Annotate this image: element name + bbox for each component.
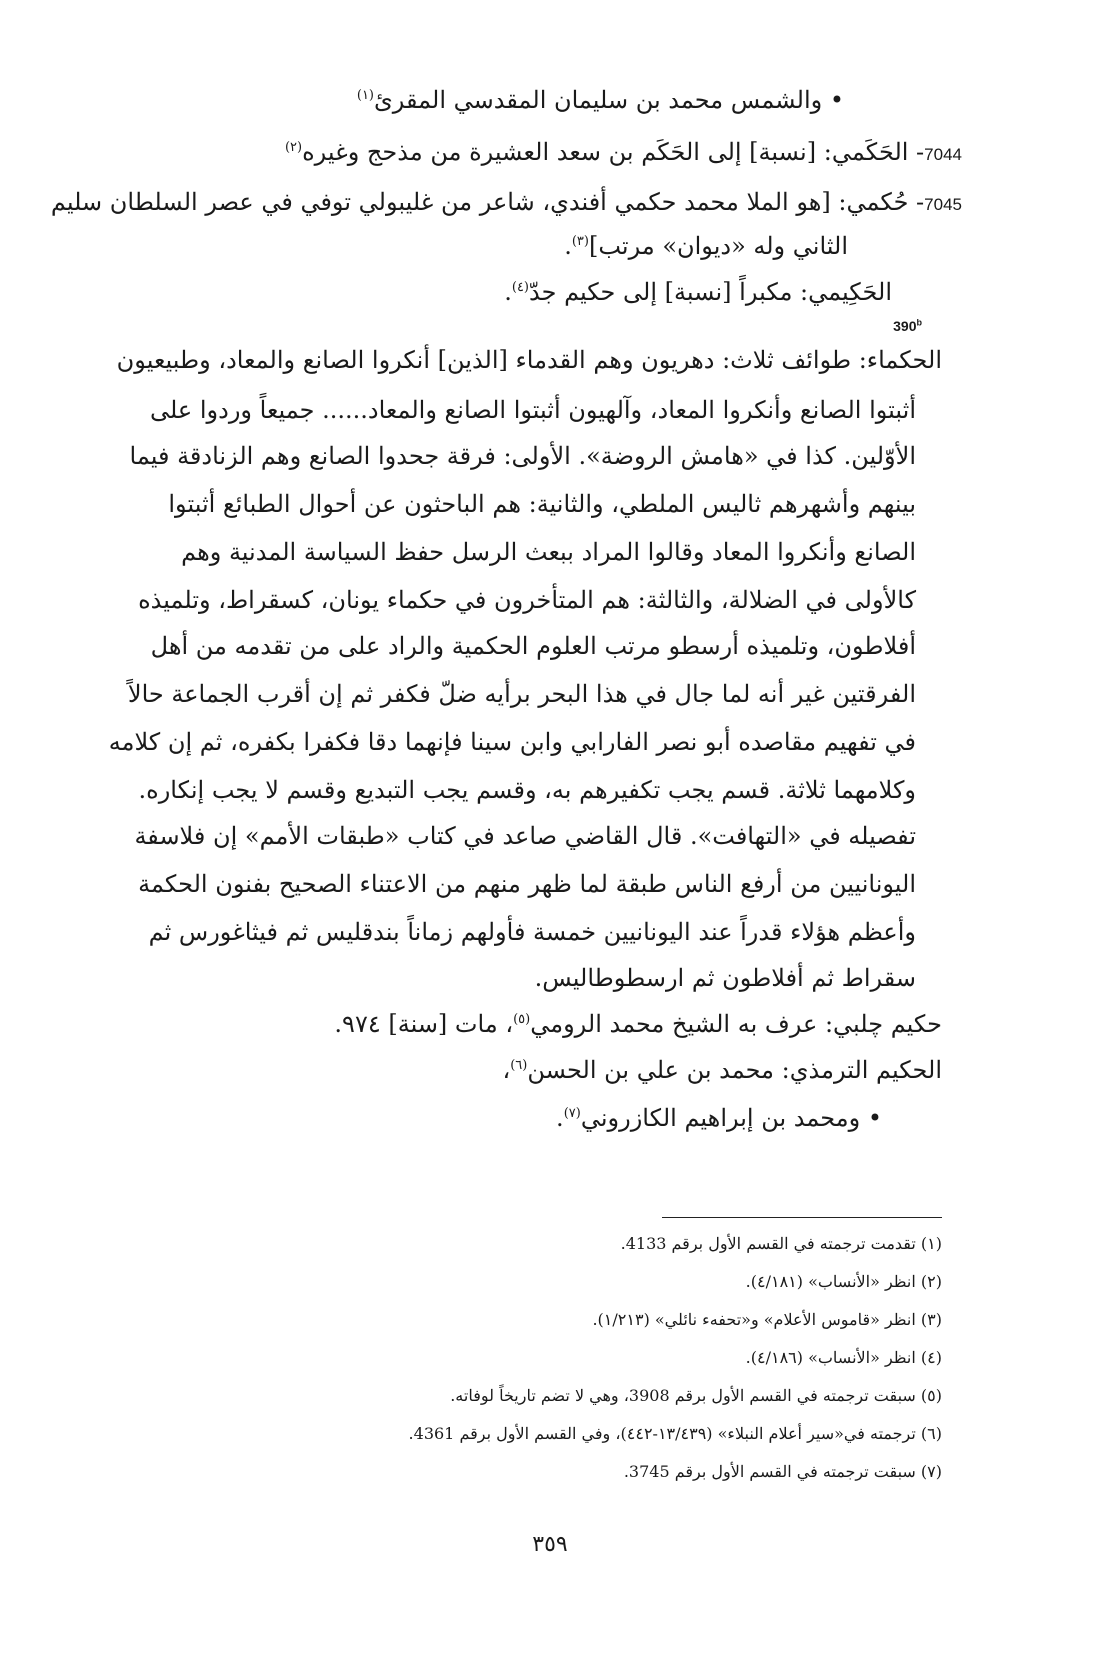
hukama-line: أثبتوا الصانع وأنكروا المعاد، وآلهيون أثبتوا الصانع والمعاد...... جميعاً وردوا على [149,396,916,424]
entry-number: 7045 [924,195,962,214]
footnote-4: (٤) انظر «الأنساب» (٤/١٨٦). [745,1348,942,1367]
manuscript-page-marker: 390$^b$ [893,317,922,334]
footnote-separator [662,1217,942,1218]
hukama-line: الفرقتين غير أنه لما جال في هذا البحر برأيه ضلّ فكفر ثم إن أقرب الجماعة حالاً [127,680,916,708]
entry-shams: • والشمس محمد بن سليمان المقدسي المقرئ$^{(١)}$ [356,86,844,114]
hukama-line: سقراط ثم أفلاطون ثم ارسطوطاليس. [534,964,916,992]
footnote-5: (٥) سبقت ترجمته في القسم الأول برقم 3908، وهي لا تضم تاريخاً لوفاته. [450,1386,942,1405]
footnote-6: (٦) ترجمته في«سير أعلام النبلاء» (١٣/٤٣٩-٤٤٢)، وفي القسم الأول برقم 4361. [408,1424,942,1443]
hukama-line: في تفهيم مقاصده أبو نصر الفارابي وابن سينا فإنهما دقا فكفرا بكفره، ثم إن كلامه [108,728,916,756]
hukama-line: وكلامهما ثلاثة. قسم يجب تكفيرهم به، وقسم يجب التبديع وقسم لا يجب إنكاره. [138,776,916,804]
hukama-line: الصانع وأنكروا المعاد وقالوا المراد ببعث الرسل حفظ السياسة المدنية وهم [181,538,916,566]
page-number: ٣٥٩ [532,1532,568,1557]
footnote-3: (٣) انظر «قاموس الأعلام» و«تحفهء نائلي» (١/٢١٣). [592,1310,942,1329]
entry-7045-continued: الثاني وله «ديوان» مرتب]$^{(٣)}$. [564,232,848,260]
hukama-line: وأعظم هؤلاء قدراً عند اليونانيين خمسة فأولهم زماناً بندقليس ثم فيثاغورس ثم [148,918,916,946]
entry-7045: 7045- حُكمي: [هو الملا محمد حكمي أفندي، شاعر من غليبولي توفي في عصر السلطان سليم [50,188,962,216]
footnote-ref-7[interactable]: (٧) [563,1106,581,1121]
footnote-ref-6[interactable]: (٦) [510,1058,528,1073]
entry-tirmidhi: الحكيم الترمذي: محمد بن علي بن الحسن$^{(٦)}$، [502,1056,942,1084]
footnote-1: (١) تقدمت ترجمته في القسم الأول برقم 4133. [620,1234,942,1253]
footnote-ref-3[interactable]: (٣) [571,234,589,249]
footnote-ref-4[interactable]: (٤) [511,280,529,295]
footnote-2: (٢) انظر «الأنساب» (٤/١٨١). [745,1272,942,1291]
hukama-line: تفصيله في «التهافت». قال القاضي صاعد في كتاب «طبقات الأمم» إن فلاسفة [134,822,916,850]
entry-hakimi: الحَكِيمي: مكبراً [نسبة] إلى حكيم جدّ$^{(٤)}$. [504,278,892,306]
hukama-line: الأوّلين. كذا في «هامش الروضة». الأولى: فرقة جحدوا الصانع وهم الزنادقة فيما [129,442,916,470]
hukama-line: بينهم وأشهرهم ثاليس الملطي، والثانية: هم الباحثون عن أحوال الطبائع أثبتوا [168,490,916,518]
entry-7044: 7044- الحَكَمي: [نسبة] إلى الحَكَم بن سعد العشيرة من مذحج وغيره$^{(٢)}$ [284,138,962,166]
footnote-ref-2[interactable]: (٢) [284,140,303,155]
entry-number: 7044 [924,145,962,164]
footnote-ref-1[interactable]: (١) [356,88,374,103]
hukama-line: الحكماء: طوائف ثلاث: دهريون وهم القدماء [الذين] أنكروا الصانع والمعاد، وطبيعيون [116,346,942,374]
hukama-line: أفلاطون، وتلميذه أرسطو مرتب العلوم الحكمية والراد على من تقدمه من أهل [150,632,916,660]
footnote-7: (٧) سبقت ترجمته في القسم الأول برقم 3745. [623,1462,942,1481]
entry-kazaruni: • ومحمد بن إبراهيم الكازروني$^{(٧)}$. [556,1104,882,1132]
hukama-line: كالأولى في الضلالة، والثالثة: هم المتأخرون في حكماء يونان، كسقراط، وتلميذه [138,586,916,614]
footnote-ref-5[interactable]: (٥) [513,1012,531,1027]
entry-hakim-chelebi: حكيم چلبي: عرف به الشيخ محمد الرومي$^{(٥)}$، مات [سنة] ٩٧٤. [334,1010,942,1038]
hukama-line: اليونانيين من أرفع الناس طبقة لما ظهر منهم من الاعتناء الصحيح بفنون الحكمة [138,870,916,898]
